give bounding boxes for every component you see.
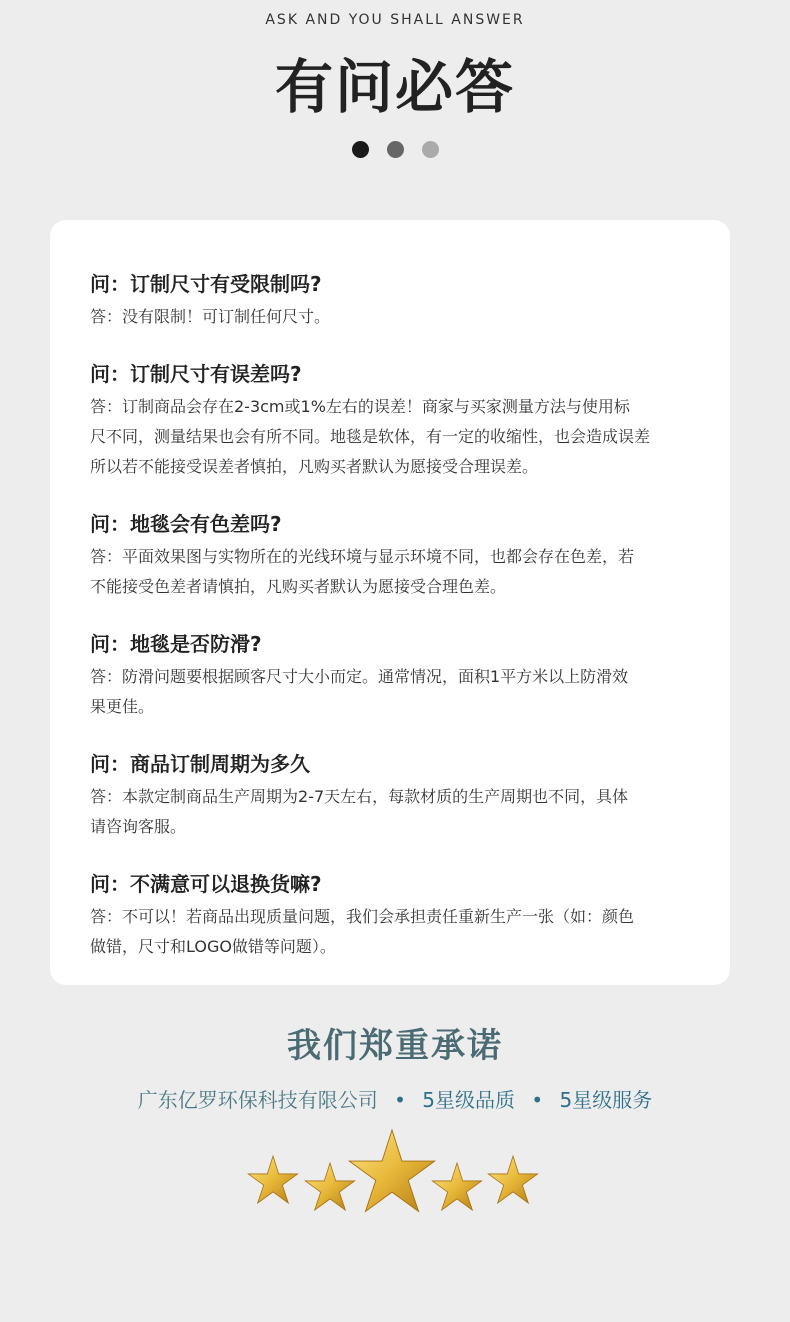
faq-item <box>90 630 700 722</box>
faq-answer <box>90 392 700 482</box>
faq-answer-line: 答：不可以！若商品出现质量问题，我们会承担责任重新生产一张（如：颜色 <box>90 907 635 926</box>
faq-answer <box>90 662 700 722</box>
faq-item <box>90 750 700 842</box>
faq-answer-line: 果更佳。 <box>90 697 155 716</box>
faq-item <box>90 870 700 962</box>
star-icon <box>248 1156 297 1203</box>
promise-line <box>0 1084 790 1113</box>
faq-answer-line: 答：本款定制商品生产周期为2-7天左右，每款材质的生产周期也不同，具体 <box>90 787 629 806</box>
star-icon <box>488 1156 537 1203</box>
faq-answer-line: 不能接受色差者请慎拍，凡购买者默认为愿接受合理色差。 <box>90 577 507 596</box>
faq-question: 问：订制尺寸有误差吗? <box>90 362 302 386</box>
star-icon <box>349 1130 435 1211</box>
faq-answer-line: 尺不同，测量结果也会有所不同。地毯是软体，有一定的收缩性，也会造成误差 <box>90 427 651 446</box>
dot-1 <box>352 141 369 158</box>
faq-answer-line: 答：没有限制！可订制任何尺寸。 <box>90 307 331 326</box>
separator-dot: • <box>531 1088 544 1112</box>
faq-question: 问：地毯会有色差吗? <box>90 512 282 536</box>
faq-item <box>90 270 700 332</box>
quality-badge: 5星级品质 <box>422 1088 515 1112</box>
faq-answer-line: 请咨询客服。 <box>90 817 187 836</box>
page-subtitle: ASK AND YOU SHALL ANSWER <box>265 12 525 28</box>
faq-question: 问：商品订制周期为多久 <box>90 752 310 776</box>
page-title: 有问必答 <box>274 53 515 121</box>
faq-answer <box>90 782 700 842</box>
faq-item <box>90 510 700 602</box>
faq-question: 问：地毯是否防滑? <box>90 632 262 656</box>
five-stars <box>240 1125 550 1225</box>
promise-title: 我们郑重承诺 <box>287 1026 503 1066</box>
faq-answer <box>90 902 700 962</box>
service-badge: 5星级服务 <box>559 1088 653 1112</box>
separator-dot: • <box>394 1088 406 1112</box>
faq-answer-line: 答：平面效果图与实物所在的光线环境与显示环境不同，也都会存在色差，若 <box>90 547 635 566</box>
star-icon <box>305 1163 354 1210</box>
dot-3 <box>422 141 439 158</box>
faq-question: 问：不满意可以退换货嘛? <box>90 872 322 896</box>
faq-answer-line: 答：防滑问题要根据顾客尺寸大小而定。通常情况，面积1平方米以上防滑效 <box>90 667 629 686</box>
faq-card <box>50 220 730 985</box>
company-name: 广东亿罗环保科技有限公司 <box>137 1088 378 1112</box>
faq-answer-line: 答：订制商品会存在2-3cm或1%左右的误差！商家与买家测量方法与使用标 <box>90 397 630 416</box>
faq-answer <box>90 302 700 332</box>
star-icon <box>432 1163 481 1210</box>
faq-answer-line: 所以若不能接受误差者慎拍，凡购买者默认为愿接受合理误差。 <box>90 457 539 476</box>
carousel-dots <box>0 141 790 158</box>
faq-answer-line: 做错，尺寸和LOGO做错等问题）。 <box>90 937 336 956</box>
faq-question: 问：订制尺寸有受限制吗? <box>90 272 322 296</box>
faq-answer <box>90 542 700 602</box>
dot-2 <box>387 141 404 158</box>
faq-item <box>90 360 700 482</box>
